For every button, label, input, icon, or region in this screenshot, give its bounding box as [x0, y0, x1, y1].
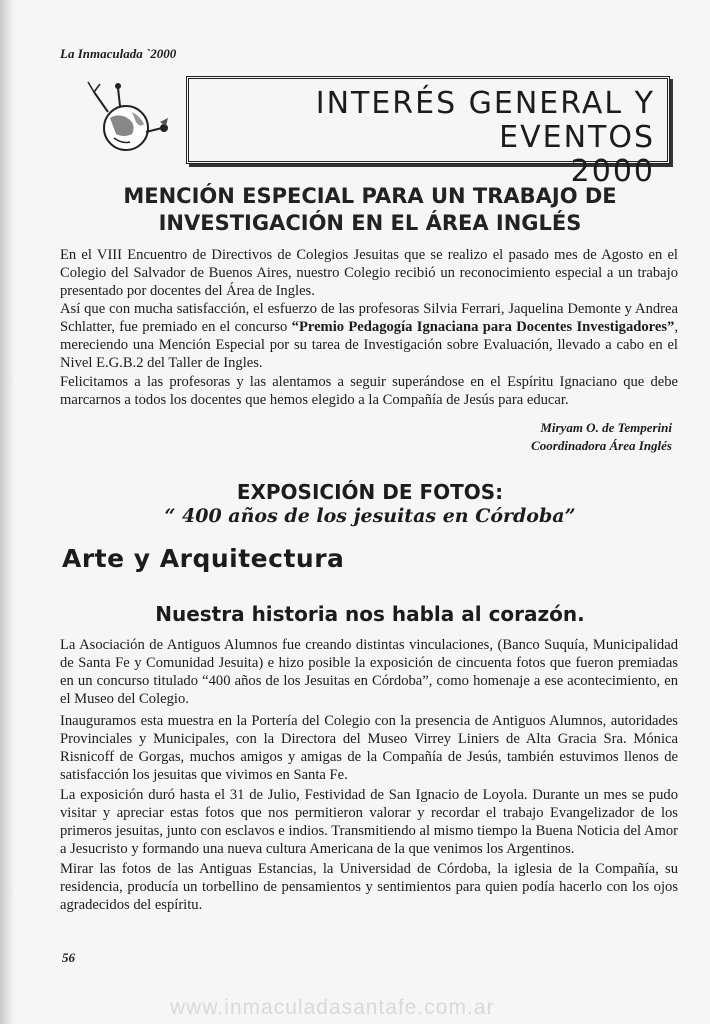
- category-label: Arte y Arquitectura: [62, 544, 345, 573]
- article2-paragraph-4: Mirar las fotos de las Antiguas Estancias, la Universidad de Córdoba, la iglesia de la Compañía, su residencia, producía un torbellino de pensamientos y sentimientos para quien podía hacerlo con los ojos agradecidos del espíritu.: [60, 861, 678, 913]
- article2-subtitle: “ 400 años de los jesuitas en Córdoba”: [164, 505, 576, 527]
- article1-paragraph-2: [60, 300, 678, 372]
- section-title-line2: 2000: [570, 154, 655, 189]
- article1-paragraph-1: En el VIII Encuentro de Directivos de Colegios Jesuitas que se realizo el pasado mes de Agosto en el Colegio del Salvador de Buenos Aires, nuestro Colegio recibió un reconocimiento especial a un trabajo presentado por docentes del Área de Ingles.: [60, 247, 678, 299]
- binding-shadow: [0, 0, 14, 1024]
- signature-name: Miryam O. de Temperini: [540, 420, 672, 435]
- page-number: 56: [62, 950, 75, 965]
- watermark: www.inmaculadasantafe.com.ar: [170, 996, 495, 1019]
- award-name: “Premio Pedagogía Ignaciana para Docentes Investigadores”: [291, 319, 675, 335]
- article1-paragraph-3: Felicitamos a las profesoras y las alentamos a seguir superándose en el Espíritu Ignaciano que debe marcarnos a todos los docentes que hemos elegido a la Compañía de Jesús para educar.: [60, 374, 678, 408]
- running-head: La Inmaculada `2000: [60, 46, 177, 61]
- article1-title-line2: INVESTIGACIÓN EN EL ÁREA INGLÉS: [158, 211, 582, 235]
- signature-role: Coordinadora Área Inglés: [531, 438, 672, 453]
- article1-title-line1: MENCIÓN ESPECIAL PARA UN TRABAJO DE: [123, 184, 617, 208]
- article2-heading: Nuestra historia nos habla al corazón.: [155, 602, 585, 626]
- article2-paragraph-1: La Asociación de Antiguos Alumnos fue creando distintas vinculaciones, (Banco Suquía, Municipalidad de Santa Fe y Comunidad Jesuita) e hizo posible la exposición de cincuenta fotos que fueron premiadas en un concurso titulado “400 años de los Jesuitas en Córdoba”, como homenaje a ese acontecimiento, en el Museo del Colegio.: [60, 637, 678, 707]
- article1-paragraph-2-b: , mereciendo una Mención Especial por su tarea de Investigación sobre Evaluación, llevado a cabo en el Nivel E.G.B.2 del Taller de Ingles.: [60, 319, 679, 371]
- article2-paragraph-3: La exposición duró hasta el 31 de Julio, Festividad de San Ignacio de Loyola. Durante un mes se pudo visitar y apreciar estas fotos que nos permitieron valorar y recordar el trabajo Evangelizador de los primeros jesuitas, junto con esclavos e indios. Transmitiendo al mismo tiempo la Buena Noticia del Amor a Jesucristo y formando una nueva cultura Americana de la que venimos los Argentinos.: [60, 787, 678, 857]
- section-header-box: [186, 76, 670, 189]
- globe-mascot-icon: [86, 78, 172, 158]
- article1-paragraph-2-a: Así que con mucha satisfacción, el esfuerzo de las profesoras Silvia Ferrari, Jaquelina Demonte y Andrea Schlatter, fue premiado en el concurso: [60, 301, 678, 335]
- section-title: [189, 87, 655, 189]
- section-title-line1: INTERÉS GENERAL Y EVENTOS: [315, 86, 655, 155]
- article2-paragraph-2: Inauguramos esta muestra en la Portería del Colegio con la presencia de Antiguos Alumnos, autoridades Provinciales y Municipales, con la Directora del Museo Virrey Liniers de Alta Gracia Sra. Mónica Risnicoff de Gorgas, muchos amigos y amigas de la Compañía de Jesús, también estuvimos llenos de satisfacción los jesuitas que vivimos en Santa Fe.: [60, 713, 678, 783]
- article2-title: EXPOSICIÓN DE FOTOS:: [236, 480, 504, 504]
- signature-block: [531, 419, 672, 455]
